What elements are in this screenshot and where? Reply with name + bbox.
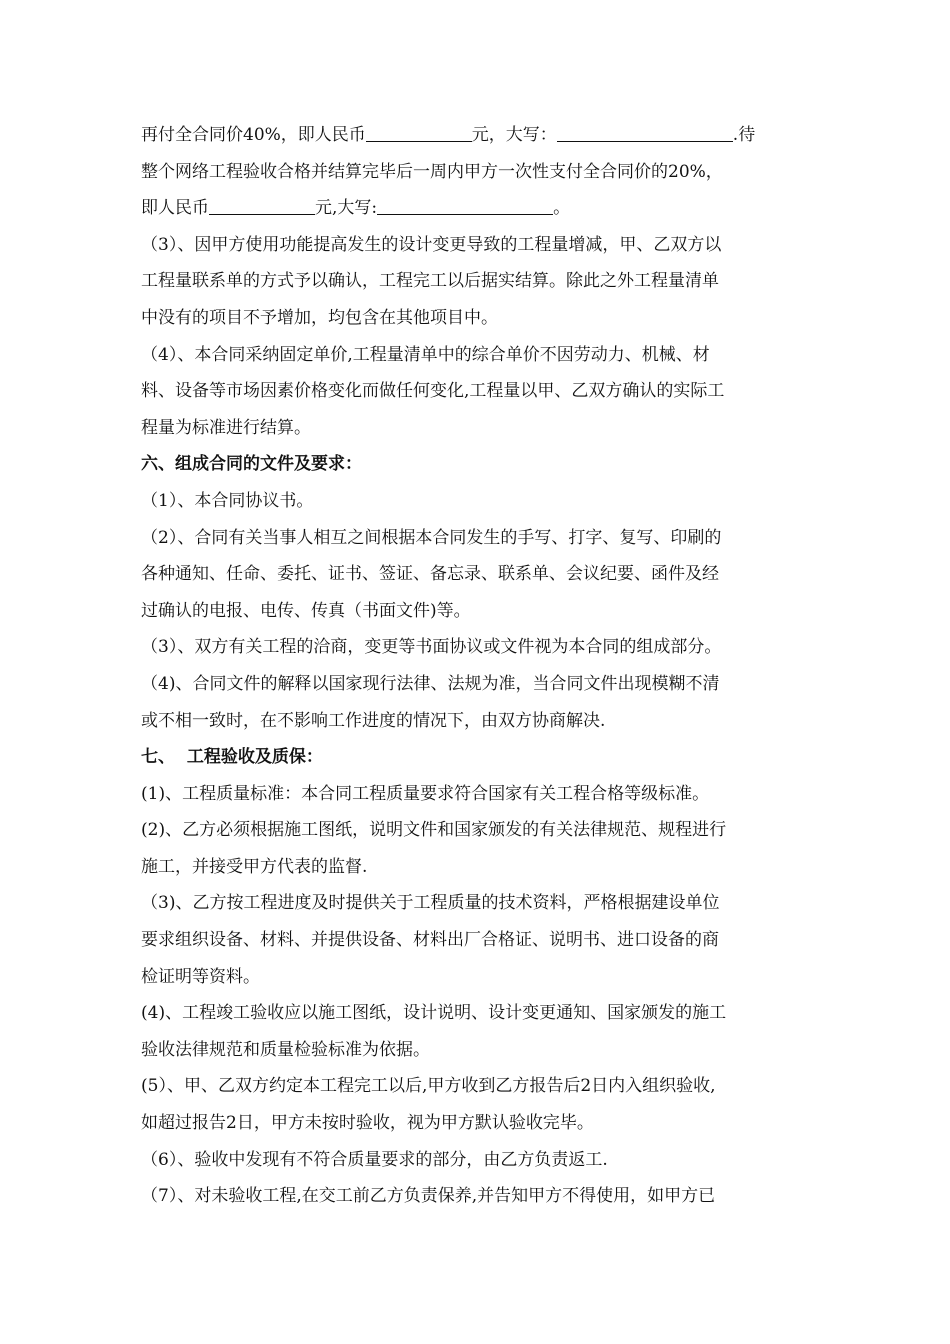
text-line: （4)、合同文件的解释以国家现行法律、法规为准，当合同文件出现模糊不清	[141, 673, 720, 694]
text-line: （4）、本合同采纳固定单价,工程量清单中的综合单价不因劳动力、机械、材	[141, 344, 710, 365]
text-line: 中没有的项目不予增加，均包含在其他项目中。	[141, 307, 498, 328]
text-line: (5）、甲、乙双方约定本工程完工以后,甲方收到乙方报告后2日内入组织验收,	[141, 1076, 716, 1097]
text-segment: 再付全合同价40%，即人民币	[141, 125, 366, 145]
text-line: (4)、工程竣工验收应以施工图纸，设计说明、设计变更通知、国家颁发的施工	[141, 1003, 727, 1024]
amount-in-words-blank	[377, 194, 553, 215]
text-line: 工程量联系单的方式予以确认，工程完工以后据实结算。除此之外工程量清单	[141, 271, 719, 292]
text-line: 各种通知、任命、委托、证书、签证、备忘录、联系单、会议纪要、函件及经	[141, 564, 719, 585]
text-line: 料、设备等市场因素价格变化而做任何变化,工程量以甲、乙双方确认的实际工	[141, 381, 725, 402]
text-line: 验收法律规范和质量检验标准为依据。	[141, 1039, 430, 1060]
contract-body	[141, 117, 811, 1215]
text-line: （6）、验收中发现有不符合质量要求的部分，由乙方负责返工.	[141, 1149, 608, 1170]
text-line: （3）、双方有关工程的洽商，变更等书面协议或文件视为本合同的组成部分。	[141, 637, 722, 658]
text-line: （1）、本合同协议书。	[141, 490, 314, 511]
text-segment: .待	[732, 125, 756, 145]
text-line: 检证明等资料。	[141, 966, 260, 987]
text-line: 整个网络工程验收合格并结算完毕后一周内甲方一次性支付全合同价的20%，	[141, 161, 723, 182]
amount-in-words-blank	[557, 121, 733, 142]
text-line: （7）、对未验收工程,在交工前乙方负责保养,并告知甲方不得使用，如甲方已	[141, 1186, 716, 1207]
text-segment: 。	[553, 198, 571, 219]
text-line: 程量为标准进行结算。	[141, 417, 311, 438]
amount-blank	[209, 194, 315, 215]
text-line: 过确认的电报、电传、传真（书面文件)等。	[141, 600, 471, 621]
section-heading-7: 七、 工程验收及质保：	[141, 747, 323, 768]
text-line: （3）、因甲方使用功能提高发生的设计变更导致的工程量增减，甲、乙双方以	[141, 234, 722, 255]
payment-line-1	[141, 117, 811, 154]
text-line: 施工，并接受甲方代表的监督.	[141, 856, 368, 877]
text-line: 或不相一致时，在不影响工作进度的情况下，由双方协商解决.	[141, 710, 606, 731]
text-segment: 元，大写：	[471, 125, 557, 145]
text-line: 要求组织设备、材料、并提供设备、材料出厂合格证、说明书、进口设备的商	[141, 930, 719, 951]
text-line: (1)、工程质量标准：本合同工程质量要求符合国家有关工程合格等级标准。	[141, 783, 710, 804]
amount-blank	[366, 121, 472, 142]
payment-line-2	[141, 190, 811, 227]
text-segment: 元,大写:	[315, 198, 378, 219]
text-line: 如超过报告2日，甲方未按时验收，视为甲方默认验收完毕。	[141, 1113, 594, 1134]
section-heading-6: 六、组成合同的文件及要求：	[141, 454, 362, 475]
text-line: (2)、乙方必须根据施工图纸，说明文件和国家颁发的有关法律规范、规程进行	[141, 820, 727, 841]
text-line: （3)、乙方按工程进度及时提供关于工程质量的技术资料，严格根据建设单位	[141, 893, 720, 914]
text-segment: 即人民币	[141, 198, 209, 219]
text-line: （2）、合同有关当事人相互之间根据本合同发生的手写、打字、复写、印刷的	[141, 527, 722, 548]
